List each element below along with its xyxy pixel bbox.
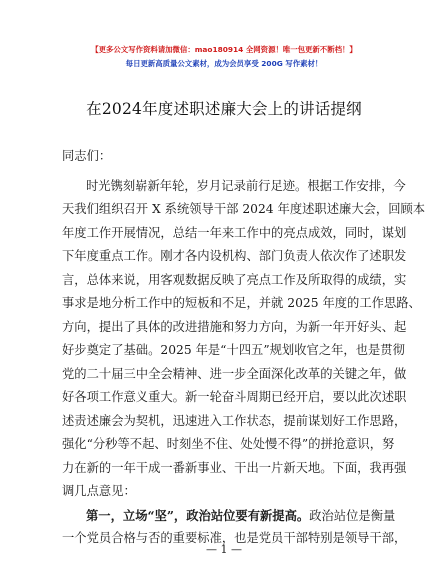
paragraph-line: 天我们组织召开 X 系统领导干部 2024 年度述职述廉大会，回顾本 bbox=[62, 202, 426, 216]
promo-banner-line1: 【更多公文写作资料请加微信：mao180914 全网资源！唯一包更新不断档！】 bbox=[91, 45, 357, 54]
paragraph-line: 下年度重点工作。刚才各内设机构、部门负责人依次作了述职发 bbox=[62, 249, 407, 263]
document-body bbox=[62, 145, 426, 551]
salutation: 同志们： bbox=[62, 149, 112, 163]
paragraph-line: 好步奠定了基础。2025 年是“十四五”规划收官之年，也是贯彻 bbox=[62, 343, 405, 357]
paragraph-line: 述责述廉会为契机，迅速进入工作状态，提前谋划好工作思路， bbox=[62, 413, 407, 428]
paragraph-line: 力在新的一年干成一番新事业、干出一片新天地。下面，我再强 bbox=[62, 460, 407, 475]
page-number: — 1 — bbox=[206, 543, 242, 556]
paragraph-line: 强化“分秒等不起、时刻坐不住、处处慢不得”的拼抢意识，努 bbox=[62, 437, 395, 451]
paragraph-line: 一个党员合格与否的重要标准，也是党员干部特别是领导干部， bbox=[62, 531, 407, 545]
opening-paragraph bbox=[62, 175, 426, 504]
paragraph-line: 事求是地分析工作中的短板和不足，并就 2025 年度的工作思路、 bbox=[62, 296, 421, 310]
paragraph-line: 时光镌刻崭新年轮，岁月记录前行足迹。根据工作安排，今 bbox=[86, 178, 406, 193]
paragraph-line: 调几点意见： bbox=[62, 484, 136, 498]
document-title: 在2024年度述职述廉大会上的讲话提纲 bbox=[86, 100, 362, 118]
paragraph-line: 党的二十届三中全会精神、进一步全面深化改革的关键之年，做 bbox=[62, 366, 407, 381]
paragraph-line: 方向，提出了具体的改进措施和努力方向，为新一年开好头、起 bbox=[62, 319, 407, 334]
section-one-heading: 第一，立场“坚”，政治站位要有新提高。 bbox=[86, 507, 310, 523]
promo-banner-line2: 每日更新高质量公文素材，成为会员享受 200G 写作素材！ bbox=[125, 59, 323, 68]
section-one-text: 政治站位是衡量 bbox=[309, 508, 396, 523]
paragraph-line: 年度工作开展情况，总结一年来工作中的亮点成效，同时，谋划 bbox=[62, 225, 407, 240]
paragraph-line: 好各项工作意义重大。新一轮奋斗周期已经开启，要以此次述职 bbox=[62, 390, 407, 404]
paragraph-line: 言，总体来说，用客观数据反映了亮点工作及所取得的成绩，实 bbox=[62, 272, 407, 287]
section-one-line bbox=[62, 504, 396, 528]
